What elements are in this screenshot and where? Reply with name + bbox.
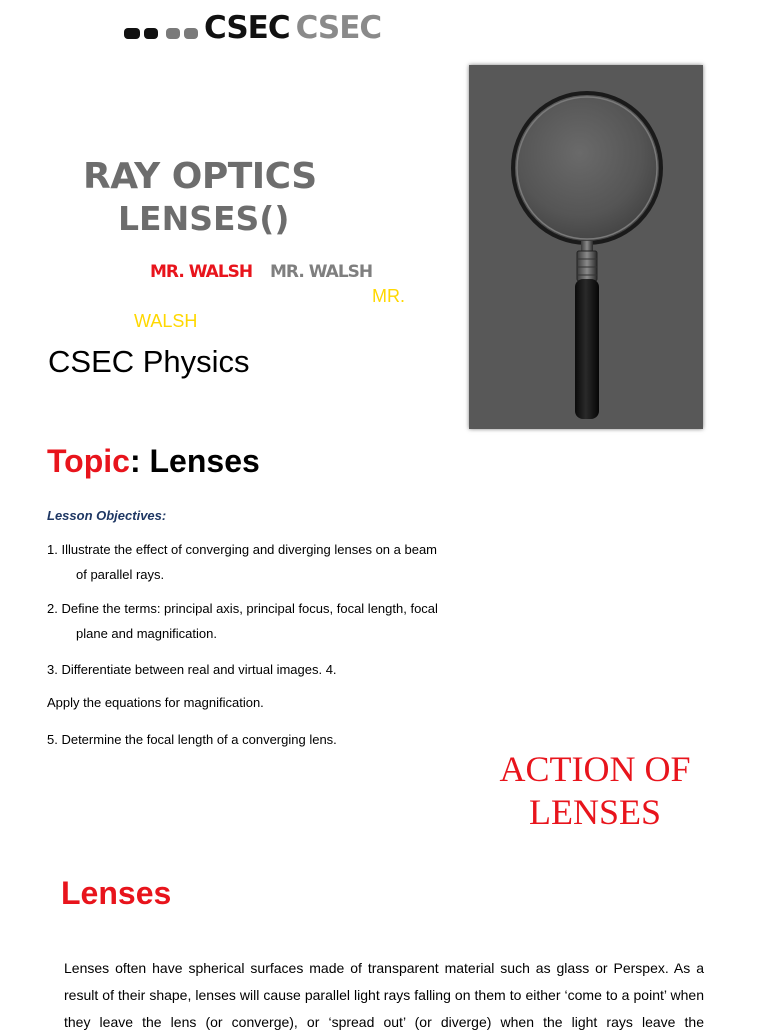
objective-item-3: 3. Differentiate between real and virtual images. 4. (47, 662, 337, 677)
lenses-paragraph: Lenses often have spherical surfaces made of transparent material such as glass or Perspex. As a result of their shape, lenses will cause parallel light rays falling on them to either ‘come to a point’ when they leave the lens (or converge), or ‘spread out’ (or diverge) when the light rays leave the (64, 960, 704, 1030)
magnifying-glass-icon (469, 65, 703, 429)
logo-text-secondary: CSEC (295, 10, 382, 46)
objective-item-1 (47, 537, 467, 587)
logo-dash (166, 28, 180, 39)
logo-dash (124, 28, 140, 39)
cover-title-lenses: LENSES() (118, 199, 290, 238)
objective-item-4: Apply the equations for magnification. (47, 695, 264, 710)
logo-dash (144, 28, 158, 39)
topic-heading (47, 443, 260, 480)
topic-value: : Lenses (129, 443, 260, 479)
cover-title-ray-optics: RAY OPTICS (83, 156, 317, 197)
objective-2-line1: 2. Define the terms: principal axis, principal focus, focal length, focal (47, 601, 438, 616)
logo-dash (184, 28, 198, 39)
logo-text-primary: CSEC (204, 10, 290, 46)
action-of-lenses-heading: ACTION OF LENSES (499, 749, 691, 832)
lenses-section-heading: Lenses (61, 875, 172, 911)
author-name-yellow-line2: WALSH (134, 311, 198, 331)
objective-2-line2: plane and magnification. (76, 626, 217, 641)
objective-1-line2: of parallel rays. (76, 567, 165, 582)
author-name-yellow-line1: MR. (372, 286, 405, 306)
author-name-red: MR. WALSH (150, 262, 253, 282)
objectives-heading: Lesson Objectives: (47, 508, 167, 523)
magnifying-glass-photo (469, 65, 703, 429)
objective-1-line1: 1. Illustrate the effect of converging and diverging lenses on a beam (47, 542, 438, 557)
objective-item-2 (47, 596, 467, 646)
author-name-grey: MR. WALSH (270, 262, 373, 282)
header-logo (124, 12, 381, 44)
topic-label: Topic (47, 443, 130, 479)
subject-title: CSEC Physics (48, 344, 250, 379)
objective-item-5: 5. Determine the focal length of a converging lens. (47, 732, 337, 747)
